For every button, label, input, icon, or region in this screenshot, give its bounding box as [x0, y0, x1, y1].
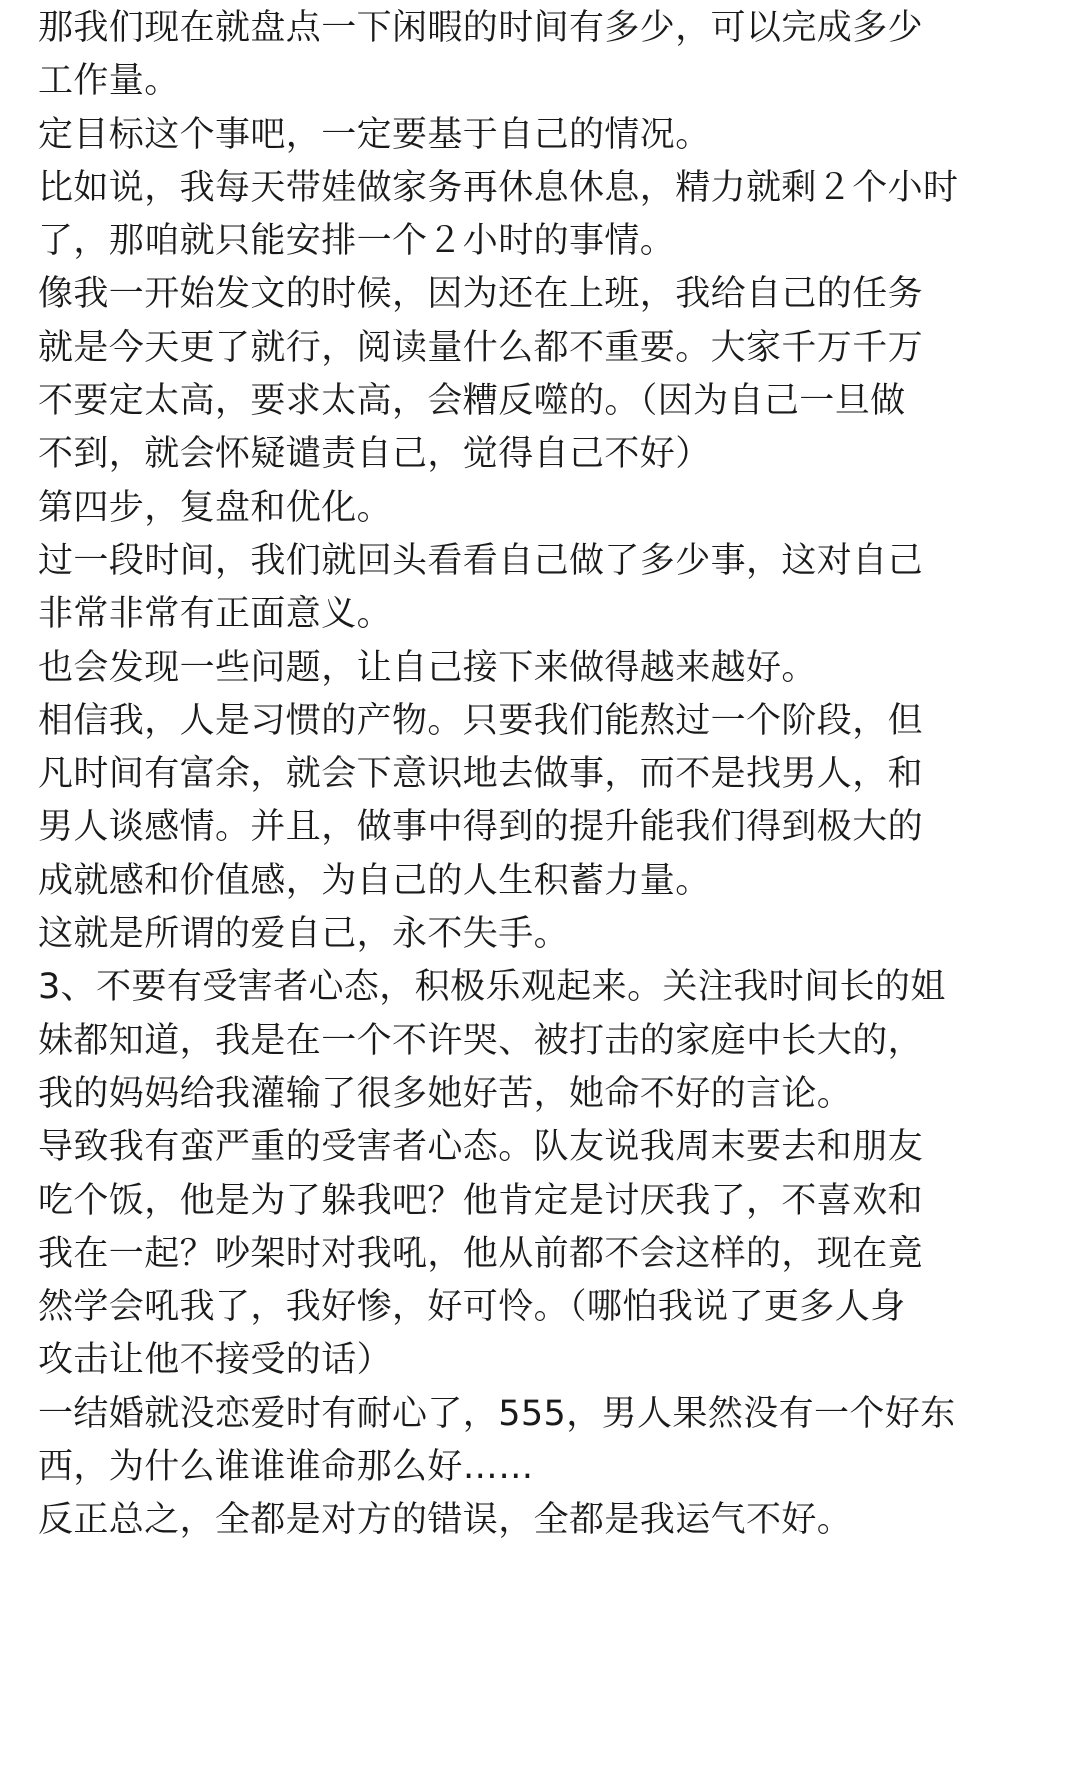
paragraph-6 [38, 535, 1048, 642]
text-line: 相信我，人是习惯的产物。只要我们能熬过一个阶段，但 [38, 700, 924, 741]
text-line: 过一段时间，我们就回头看看自己做了多少事，这对自己 [38, 540, 924, 581]
text-line: 非常非常有正面意义。 [38, 594, 393, 635]
paragraph-1 [38, 2, 1048, 109]
paragraph-8 [38, 695, 1048, 908]
text-line: 3、不要有受害者心态，积极乐观起来。关注我时间长的姐 [38, 967, 946, 1008]
text-line: 凡时间有富余，就会下意识地去做事，而不是找男人，和 [38, 754, 924, 795]
text-line: 导致我有蛮严重的受害者心态。队友说我周末要去和朋友 [38, 1127, 924, 1168]
paragraph-11 [38, 1121, 1048, 1387]
text-line: 反正总之，全都是对方的错误，全都是我运气不好。 [38, 1500, 853, 1541]
paragraph-3 [38, 162, 1048, 269]
text-line: 妹都知道，我是在一个不许哭、被打击的家庭中长大的， [38, 1020, 924, 1061]
text-line: 吃个饭，他是为了躲我吧？他肯定是讨厌我了，不喜欢和 [38, 1180, 924, 1221]
paragraph-4 [38, 268, 1048, 481]
text-line: 一结婚就没恋爱时有耐心了，555，男人果然没有一个好东 [38, 1393, 956, 1434]
text-line: 男人谈感情。并且，做事中得到的提升能我们得到极大的 [38, 807, 924, 848]
text-line: 比如说，我每天带娃做家务再休息休息，精力就剩２个小时 [38, 167, 959, 208]
text-line: 然学会吼我了，我好惨，好可怜。（哪怕我说了更多人身 [38, 1287, 906, 1328]
text-line: 了，那咱就只能安排一个２小时的事情。 [38, 221, 676, 262]
text-line: 这就是所谓的爱自己，永不失手。 [38, 914, 570, 955]
text-line: 西，为什么谁谁谁命那么好…… [38, 1447, 534, 1488]
paragraph-10 [38, 961, 1048, 1121]
text-line: 成就感和价值感，为自己的人生积蓄力量。 [38, 860, 711, 901]
text-line: 第四步，复盘和优化。 [38, 487, 393, 528]
paragraph-9 [38, 908, 1048, 961]
paragraph-5 [38, 482, 1048, 535]
text-line: 也会发现一些问题，让自己接下来做得越来越好。 [38, 647, 817, 688]
text-line: 工作量。 [38, 61, 180, 102]
text-line: 就是今天更了就行，阅读量什么都不重要。大家千万千万 [38, 327, 924, 368]
text-line: 我的妈妈给我灌输了很多她好苦，她命不好的言论。 [38, 1073, 853, 1114]
text-line: 不要定太高，要求太高，会糟反噬的。（因为自己一旦做 [38, 381, 906, 422]
text-line: 不到，就会怀疑谴责自己，觉得自己不好） [38, 434, 711, 475]
paragraph-2 [38, 109, 1048, 162]
text-line: 像我一开始发文的时候，因为还在上班，我给自己的任务 [38, 274, 924, 315]
paragraph-7 [38, 642, 1048, 695]
paragraph-13 [38, 1494, 1048, 1547]
text-line: 定目标这个事吧，一定要基于自己的情况。 [38, 114, 711, 155]
article-body [38, 2, 1048, 1548]
text-line: 我在一起？吵架时对我吼，他从前都不会这样的，现在竟 [38, 1233, 924, 1274]
text-line: 那我们现在就盘点一下闲暇的时间有多少，可以完成多少 [38, 8, 924, 48]
text-line: 攻击让他不接受的话） [38, 1340, 393, 1381]
paragraph-12 [38, 1388, 1048, 1495]
